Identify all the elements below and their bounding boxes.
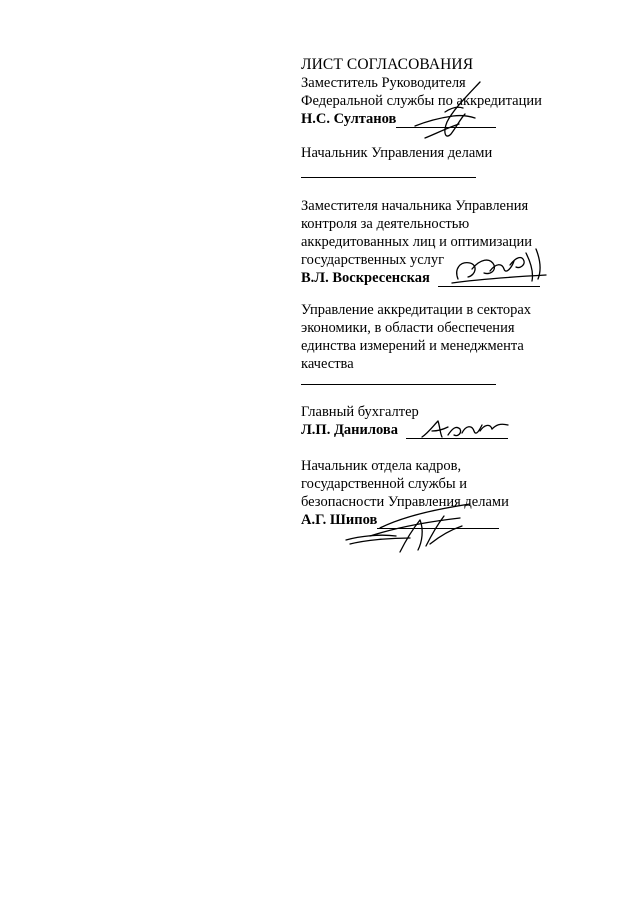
position-line: Главный бухгалтер (301, 404, 419, 420)
page-title: ЛИСТ СОГЛАСОВАНИЯ (301, 56, 474, 73)
approval-block-sultanov (301, 74, 542, 128)
signature-line (406, 424, 508, 439)
approval-block-accreditation-dept (301, 301, 531, 373)
signature-row (301, 511, 509, 529)
approval-block-shipov (301, 457, 509, 529)
approval-block-head-administration (301, 144, 492, 162)
position-line: единства измерений и менеджмента (301, 338, 524, 354)
position-line: Управление аккредитации в секторах (301, 302, 532, 318)
signatory-name: Н.С. Султанов (301, 111, 397, 127)
position-line: государственной службы и (301, 476, 468, 492)
signature-line (377, 514, 499, 529)
signature-line (396, 113, 496, 128)
signature-row (301, 421, 508, 439)
position-line: Заместителя начальника Управления (301, 198, 529, 214)
signature-row (301, 269, 540, 287)
position-line: аккредитованных лиц и оптимизации (301, 234, 533, 250)
signatory-name: Л.П. Данилова (301, 422, 398, 438)
position-line: Федеральной службы по аккредитации (301, 93, 542, 109)
position-line: контроля за деятельностью (301, 216, 470, 232)
position-line: экономики, в области обеспечения (301, 320, 515, 336)
position-line: Начальник Управления делами (301, 145, 493, 161)
signature-line (301, 177, 476, 178)
signatory-name: А.Г. Шипов (301, 512, 378, 528)
signature-line (438, 272, 540, 287)
position-line: безопасности Управления делами (301, 494, 509, 510)
position-line: Начальник отдела кадров, (301, 458, 462, 474)
signatory-name: В.Л. Воскресенская (301, 270, 430, 286)
position-line: государственных услуг (301, 252, 445, 268)
position-line: Заместитель Руководителя (301, 75, 466, 91)
position-line: качества (301, 356, 354, 372)
approval-block-danilova (301, 403, 508, 439)
signature-row (301, 110, 542, 128)
signature-line (301, 384, 496, 385)
approval-block-voskresenskaya (301, 197, 540, 287)
